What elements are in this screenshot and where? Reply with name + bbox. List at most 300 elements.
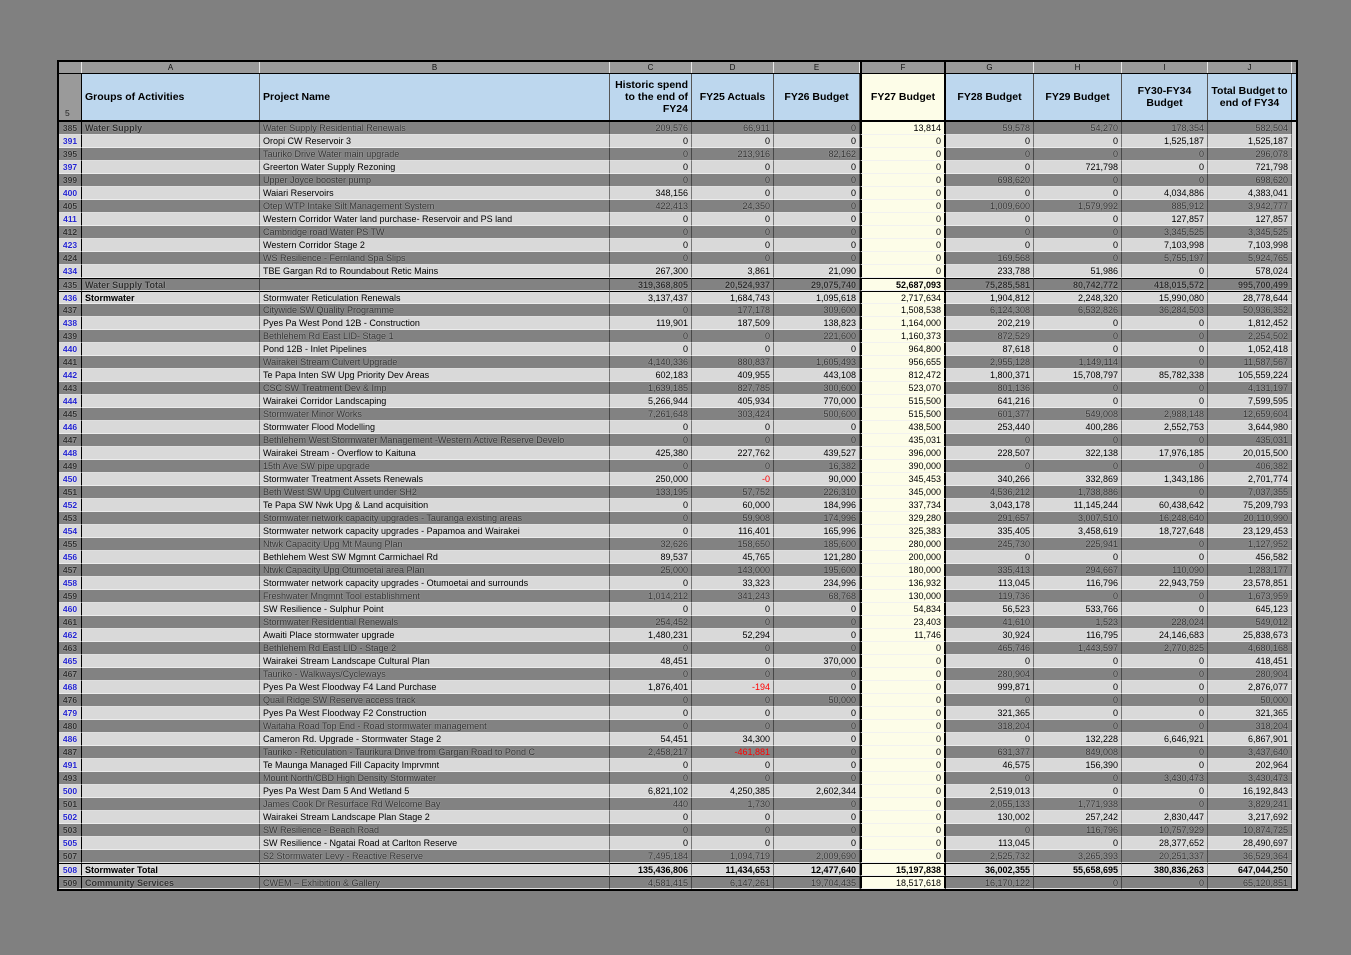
- value-cell[interactable]: 582,504: [1208, 122, 1292, 135]
- value-cell[interactable]: 2,876,077: [1208, 681, 1292, 694]
- value-cell[interactable]: 16,382: [774, 460, 860, 473]
- project-name-cell[interactable]: Stormwater network capacity upgrades - Otumoetai and surrounds: [260, 577, 610, 590]
- row-number[interactable]: 502: [59, 811, 82, 824]
- value-cell[interactable]: 59,908: [692, 512, 774, 525]
- value-cell[interactable]: 15,708,797: [1034, 369, 1122, 382]
- value-cell[interactable]: 0: [1122, 655, 1208, 668]
- value-cell[interactable]: 0: [774, 239, 860, 252]
- value-cell[interactable]: 0: [774, 681, 860, 694]
- value-cell[interactable]: 54,270: [1034, 122, 1122, 135]
- value-cell[interactable]: 2,770,825: [1122, 642, 1208, 655]
- value-cell[interactable]: 1,149,114: [1034, 356, 1122, 369]
- value-cell[interactable]: 0: [692, 759, 774, 772]
- value-cell[interactable]: 85,782,338: [1122, 369, 1208, 382]
- value-cell[interactable]: 337,734: [860, 499, 946, 512]
- value-cell[interactable]: 0: [774, 746, 860, 759]
- value-cell[interactable]: 0: [860, 668, 946, 681]
- project-name-cell[interactable]: Pond 12B - Inlet Pipelines: [260, 343, 610, 356]
- value-cell[interactable]: 0: [774, 135, 860, 148]
- group-cell[interactable]: [82, 733, 260, 746]
- value-cell[interactable]: 0: [610, 772, 692, 785]
- project-name-cell[interactable]: S2 Stormwater Levy - Reactive Reserve: [260, 850, 610, 863]
- value-cell[interactable]: 0: [1122, 668, 1208, 681]
- value-cell[interactable]: 2,988,148: [1122, 408, 1208, 421]
- row-number[interactable]: 462: [59, 629, 82, 642]
- value-cell[interactable]: 1,525,187: [1208, 135, 1292, 148]
- value-cell[interactable]: 177,178: [692, 304, 774, 317]
- value-cell[interactable]: 0: [946, 434, 1034, 447]
- value-cell[interactable]: 23,129,453: [1208, 525, 1292, 538]
- group-cell[interactable]: Water Supply Total: [82, 278, 260, 291]
- project-name-cell[interactable]: [260, 278, 610, 291]
- value-cell[interactable]: 45,765: [692, 551, 774, 564]
- value-cell[interactable]: 0: [774, 161, 860, 174]
- value-cell[interactable]: 225,941: [1034, 538, 1122, 551]
- value-cell[interactable]: 0: [860, 187, 946, 200]
- value-cell[interactable]: 0: [692, 239, 774, 252]
- value-cell[interactable]: 0: [1034, 317, 1122, 330]
- value-cell[interactable]: 116,796: [1034, 824, 1122, 837]
- group-cell[interactable]: [82, 629, 260, 642]
- value-cell[interactable]: 0: [692, 343, 774, 356]
- value-cell[interactable]: 50,936,352: [1208, 304, 1292, 317]
- value-cell[interactable]: 515,500: [860, 408, 946, 421]
- value-cell[interactable]: 6,124,308: [946, 304, 1034, 317]
- value-cell[interactable]: 23,403: [860, 616, 946, 629]
- value-cell[interactable]: 4,140,336: [610, 356, 692, 369]
- group-cell[interactable]: [82, 772, 260, 785]
- value-cell[interactable]: 812,472: [860, 369, 946, 382]
- project-name-cell[interactable]: SW Resilience - Ngatai Road at Carlton Reserve: [260, 837, 610, 850]
- value-cell[interactable]: 90,000: [774, 473, 860, 486]
- value-cell[interactable]: 2,519,013: [946, 785, 1034, 798]
- value-cell[interactable]: 0: [1034, 590, 1122, 603]
- group-cell[interactable]: [82, 603, 260, 616]
- group-cell[interactable]: Stormwater: [82, 291, 260, 304]
- value-cell[interactable]: 647,044,250: [1208, 863, 1292, 876]
- value-cell[interactable]: 1,095,618: [774, 291, 860, 304]
- value-cell[interactable]: 0: [860, 148, 946, 161]
- group-cell[interactable]: [82, 655, 260, 668]
- value-cell[interactable]: 0: [610, 512, 692, 525]
- value-cell[interactable]: 4,383,041: [1208, 187, 1292, 200]
- value-cell[interactable]: 1,164,000: [860, 317, 946, 330]
- value-cell[interactable]: 17,976,185: [1122, 447, 1208, 460]
- value-cell[interactable]: 0: [1034, 551, 1122, 564]
- value-cell[interactable]: 0: [774, 733, 860, 746]
- group-cell[interactable]: [82, 135, 260, 148]
- value-cell[interactable]: 0: [692, 603, 774, 616]
- value-cell[interactable]: 1,738,886: [1034, 486, 1122, 499]
- project-name-cell[interactable]: Ntwk Capacity Upg Otumoetai area Plan: [260, 564, 610, 577]
- row-number[interactable]: 505: [59, 837, 82, 850]
- group-cell[interactable]: [82, 447, 260, 460]
- value-cell[interactable]: 0: [860, 733, 946, 746]
- value-cell[interactable]: 0: [692, 226, 774, 239]
- value-cell[interactable]: 0: [860, 239, 946, 252]
- group-cell[interactable]: [82, 265, 260, 278]
- value-cell[interactable]: 0: [774, 174, 860, 187]
- value-cell[interactable]: 82,162: [774, 148, 860, 161]
- group-cell[interactable]: [82, 720, 260, 733]
- value-cell[interactable]: 0: [860, 252, 946, 265]
- value-cell[interactable]: 0: [610, 226, 692, 239]
- value-cell[interactable]: 0: [692, 135, 774, 148]
- value-cell[interactable]: 645,123: [1208, 603, 1292, 616]
- value-cell[interactable]: 601,377: [946, 408, 1034, 421]
- value-cell[interactable]: 50,000: [1208, 694, 1292, 707]
- value-cell[interactable]: 0: [860, 785, 946, 798]
- value-cell[interactable]: 18,727,648: [1122, 525, 1208, 538]
- value-cell[interactable]: 1,673,959: [1208, 590, 1292, 603]
- value-cell[interactable]: 0: [1122, 538, 1208, 551]
- value-cell[interactable]: 10,874,725: [1208, 824, 1292, 837]
- value-cell[interactable]: 0: [610, 148, 692, 161]
- value-cell[interactable]: 309,600: [774, 304, 860, 317]
- row-number[interactable]: 456: [59, 551, 82, 564]
- group-cell[interactable]: [82, 421, 260, 434]
- value-cell[interactable]: 3,217,692: [1208, 811, 1292, 824]
- value-cell[interactable]: 228,024: [1122, 616, 1208, 629]
- row-number[interactable]: 501: [59, 798, 82, 811]
- value-cell[interactable]: 0: [1122, 460, 1208, 473]
- value-cell[interactable]: 1,052,418: [1208, 343, 1292, 356]
- value-cell[interactable]: 0: [1122, 148, 1208, 161]
- project-name-cell[interactable]: Ntwk Capacity Upg Mt Maung Plan: [260, 538, 610, 551]
- value-cell[interactable]: 0: [1122, 434, 1208, 447]
- project-name-cell[interactable]: Tauriko - Reticulation - Taurikura Drive from Gargan Road to Pond C: [260, 746, 610, 759]
- value-cell[interactable]: 105,559,224: [1208, 369, 1292, 382]
- value-cell[interactable]: 60,438,642: [1122, 499, 1208, 512]
- value-cell[interactable]: 0: [692, 694, 774, 707]
- value-cell[interactable]: 1,525,187: [1122, 135, 1208, 148]
- value-cell[interactable]: 0: [610, 525, 692, 538]
- group-cell[interactable]: [82, 356, 260, 369]
- group-cell[interactable]: [82, 382, 260, 395]
- value-cell[interactable]: 321,365: [946, 707, 1034, 720]
- value-cell[interactable]: 0: [1034, 876, 1122, 889]
- column-letter-j[interactable]: J: [1208, 62, 1292, 73]
- value-cell[interactable]: 0: [1122, 694, 1208, 707]
- value-cell[interactable]: 267,300: [610, 265, 692, 278]
- row-number[interactable]: 463: [59, 642, 82, 655]
- value-cell[interactable]: 0: [946, 213, 1034, 226]
- value-cell[interactable]: 0: [692, 460, 774, 473]
- project-name-cell[interactable]: Stormwater network capacity upgrades - Papamoa and Wairakei: [260, 525, 610, 538]
- value-cell[interactable]: 425,380: [610, 447, 692, 460]
- value-cell[interactable]: 187,509: [692, 317, 774, 330]
- value-cell[interactable]: 549,012: [1208, 616, 1292, 629]
- value-cell[interactable]: 2,248,320: [1034, 291, 1122, 304]
- value-cell[interactable]: 0: [860, 200, 946, 213]
- value-cell[interactable]: 400,286: [1034, 421, 1122, 434]
- value-cell[interactable]: 318,204: [1208, 720, 1292, 733]
- value-cell[interactable]: 54,834: [860, 603, 946, 616]
- value-cell[interactable]: 3,137,437: [610, 291, 692, 304]
- row-number[interactable]: 437: [59, 304, 82, 317]
- value-cell[interactable]: 245,730: [946, 538, 1034, 551]
- group-cell[interactable]: Stormwater Total: [82, 863, 260, 876]
- value-cell[interactable]: 390,000: [860, 460, 946, 473]
- header-fy27-budget[interactable]: FY27 Budget: [860, 74, 946, 120]
- value-cell[interactable]: 319,368,805: [610, 278, 692, 291]
- value-cell[interactable]: 0: [610, 174, 692, 187]
- row-number[interactable]: 486: [59, 733, 82, 746]
- value-cell[interactable]: 0: [860, 746, 946, 759]
- value-cell[interactable]: 0: [1122, 746, 1208, 759]
- value-cell[interactable]: 443,108: [774, 369, 860, 382]
- value-cell[interactable]: 20,251,337: [1122, 850, 1208, 863]
- project-name-cell[interactable]: Western Corridor Stage 2: [260, 239, 610, 252]
- row-number[interactable]: 449: [59, 460, 82, 473]
- value-cell[interactable]: 80,742,772: [1034, 278, 1122, 291]
- value-cell[interactable]: 0: [860, 824, 946, 837]
- value-cell[interactable]: -194: [692, 681, 774, 694]
- value-cell[interactable]: 18,517,618: [860, 876, 946, 889]
- value-cell[interactable]: 348,156: [610, 187, 692, 200]
- value-cell[interactable]: 0: [692, 434, 774, 447]
- value-cell[interactable]: 234,996: [774, 577, 860, 590]
- value-cell[interactable]: 0: [692, 421, 774, 434]
- value-cell[interactable]: 0: [1122, 590, 1208, 603]
- value-cell[interactable]: 0: [610, 239, 692, 252]
- value-cell[interactable]: 296,078: [1208, 148, 1292, 161]
- value-cell[interactable]: 3,829,241: [1208, 798, 1292, 811]
- project-name-cell[interactable]: Stormwater Flood Modelling: [260, 421, 610, 434]
- group-cell[interactable]: [82, 785, 260, 798]
- value-cell[interactable]: 165,996: [774, 525, 860, 538]
- row-number[interactable]: 400: [59, 187, 82, 200]
- value-cell[interactable]: 1,684,743: [692, 291, 774, 304]
- value-cell[interactable]: 1,480,231: [610, 629, 692, 642]
- value-cell[interactable]: 1,009,600: [946, 200, 1034, 213]
- value-cell[interactable]: 721,798: [1208, 161, 1292, 174]
- value-cell[interactable]: 21,090: [774, 265, 860, 278]
- value-cell[interactable]: 0: [1122, 330, 1208, 343]
- row-number[interactable]: 487: [59, 746, 82, 759]
- value-cell[interactable]: 0: [610, 161, 692, 174]
- value-cell[interactable]: 3,942,777: [1208, 200, 1292, 213]
- value-cell[interactable]: 770,000: [774, 395, 860, 408]
- value-cell[interactable]: 52,294: [692, 629, 774, 642]
- value-cell[interactable]: 3,345,525: [1122, 226, 1208, 239]
- value-cell[interactable]: 1,639,185: [610, 382, 692, 395]
- value-cell[interactable]: 4,034,886: [1122, 187, 1208, 200]
- value-cell[interactable]: 11,434,653: [692, 863, 774, 876]
- value-cell[interactable]: 28,490,697: [1208, 837, 1292, 850]
- value-cell[interactable]: 16,192,843: [1208, 785, 1292, 798]
- value-cell[interactable]: 0: [610, 694, 692, 707]
- value-cell[interactable]: 0: [1122, 486, 1208, 499]
- value-cell[interactable]: 32,626: [610, 538, 692, 551]
- project-name-cell[interactable]: Water Supply Residential Renewals: [260, 122, 610, 135]
- value-cell[interactable]: 340,266: [946, 473, 1034, 486]
- value-cell[interactable]: 2,055,133: [946, 798, 1034, 811]
- value-cell[interactable]: 48,451: [610, 655, 692, 668]
- group-cell[interactable]: Community Services: [82, 876, 260, 889]
- value-cell[interactable]: 1,523: [1034, 616, 1122, 629]
- value-cell[interactable]: 345,453: [860, 473, 946, 486]
- value-cell[interactable]: 0: [610, 603, 692, 616]
- row-number[interactable]: 493: [59, 772, 82, 785]
- value-cell[interactable]: 89,537: [610, 551, 692, 564]
- group-cell[interactable]: [82, 239, 260, 252]
- value-cell[interactable]: -461,881: [692, 746, 774, 759]
- row-number[interactable]: 440: [59, 343, 82, 356]
- value-cell[interactable]: 335,413: [946, 564, 1034, 577]
- value-cell[interactable]: 68,768: [774, 590, 860, 603]
- value-cell[interactable]: 0: [774, 421, 860, 434]
- row-number[interactable]: 439: [59, 330, 82, 343]
- value-cell[interactable]: 0: [774, 213, 860, 226]
- value-cell[interactable]: 0: [1034, 460, 1122, 473]
- value-cell[interactable]: 36,002,355: [946, 863, 1034, 876]
- value-cell[interactable]: 438,500: [860, 421, 946, 434]
- value-cell[interactable]: 36,284,503: [1122, 304, 1208, 317]
- value-cell[interactable]: 1,127,952: [1208, 538, 1292, 551]
- value-cell[interactable]: 10,757,929: [1122, 824, 1208, 837]
- project-name-cell[interactable]: Awaiti Place stormwater upgrade: [260, 629, 610, 642]
- project-name-cell[interactable]: James Cook Dr Resurface Rd Welcome Bay: [260, 798, 610, 811]
- value-cell[interactable]: 0: [774, 772, 860, 785]
- value-cell[interactable]: 1,014,212: [610, 590, 692, 603]
- header-fy26-budget[interactable]: FY26 Budget: [774, 74, 860, 120]
- value-cell[interactable]: 3,458,619: [1034, 525, 1122, 538]
- value-cell[interactable]: 226,310: [774, 486, 860, 499]
- value-cell[interactable]: 0: [946, 460, 1034, 473]
- value-cell[interactable]: 0: [946, 239, 1034, 252]
- value-cell[interactable]: 0: [860, 720, 946, 733]
- value-cell[interactable]: 2,602,344: [774, 785, 860, 798]
- value-cell[interactable]: 209,576: [610, 122, 692, 135]
- project-name-cell[interactable]: Wairakei Stream - Overflow to Kaituna: [260, 447, 610, 460]
- value-cell[interactable]: 28,377,652: [1122, 837, 1208, 850]
- value-cell[interactable]: 418,451: [1208, 655, 1292, 668]
- value-cell[interactable]: 698,620: [1208, 174, 1292, 187]
- value-cell[interactable]: 0: [610, 707, 692, 720]
- row-number[interactable]: 399: [59, 174, 82, 187]
- project-name-cell[interactable]: Te Papa SW Nwk Upg & Land acquisition: [260, 499, 610, 512]
- project-name-cell[interactable]: Otep WTP Intake Silt Management System: [260, 200, 610, 213]
- value-cell[interactable]: 6,532,826: [1034, 304, 1122, 317]
- value-cell[interactable]: 195,600: [774, 564, 860, 577]
- value-cell[interactable]: 46,575: [946, 759, 1034, 772]
- value-cell[interactable]: 36,529,364: [1208, 850, 1292, 863]
- value-cell[interactable]: 641,216: [946, 395, 1034, 408]
- value-cell[interactable]: 2,701,774: [1208, 473, 1292, 486]
- group-cell[interactable]: [82, 512, 260, 525]
- value-cell[interactable]: 0: [1034, 434, 1122, 447]
- row-number[interactable]: 412: [59, 226, 82, 239]
- value-cell[interactable]: 0: [1122, 551, 1208, 564]
- project-name-cell[interactable]: Pyes Pa West Pond 12B - Construction: [260, 317, 610, 330]
- group-cell[interactable]: Water Supply: [82, 122, 260, 135]
- value-cell[interactable]: 51,986: [1034, 265, 1122, 278]
- value-cell[interactable]: 75,209,793: [1208, 499, 1292, 512]
- value-cell[interactable]: 3,007,510: [1034, 512, 1122, 525]
- project-name-cell[interactable]: Waiari Reservoirs: [260, 187, 610, 200]
- value-cell[interactable]: 4,581,415: [610, 876, 692, 889]
- value-cell[interactable]: 801,136: [946, 382, 1034, 395]
- select-all-corner[interactable]: [59, 62, 82, 73]
- value-cell[interactable]: 0: [1034, 707, 1122, 720]
- value-cell[interactable]: 202,964: [1208, 759, 1292, 772]
- value-cell[interactable]: 110,090: [1122, 564, 1208, 577]
- row-number[interactable]: 500: [59, 785, 82, 798]
- value-cell[interactable]: 0: [774, 629, 860, 642]
- value-cell[interactable]: 50,000: [774, 694, 860, 707]
- value-cell[interactable]: 0: [774, 837, 860, 850]
- value-cell[interactable]: 16,170,122: [946, 876, 1034, 889]
- value-cell[interactable]: 0: [860, 213, 946, 226]
- value-cell[interactable]: 0: [1034, 772, 1122, 785]
- value-cell[interactable]: 370,000: [774, 655, 860, 668]
- project-name-cell[interactable]: TBE Gargan Rd to Roundabout Retic Mains: [260, 265, 610, 278]
- project-name-cell[interactable]: Stormwater network capacity upgrades - Tauranga existing areas: [260, 512, 610, 525]
- value-cell[interactable]: 138,823: [774, 317, 860, 330]
- value-cell[interactable]: 698,620: [946, 174, 1034, 187]
- value-cell[interactable]: 0: [774, 226, 860, 239]
- header-row-number[interactable]: 5: [59, 74, 82, 120]
- project-name-cell[interactable]: Wairakei Stream Culvert Upgrade: [260, 356, 610, 369]
- value-cell[interactable]: 500,600: [774, 408, 860, 421]
- value-cell[interactable]: 7,495,184: [610, 850, 692, 863]
- header-fy25-actuals[interactable]: FY25 Actuals: [692, 74, 774, 120]
- row-number[interactable]: 480: [59, 720, 82, 733]
- project-name-cell[interactable]: CWEM – Exhibition & Gallery: [260, 876, 610, 889]
- value-cell[interactable]: 180,000: [860, 564, 946, 577]
- value-cell[interactable]: 885,912: [1122, 200, 1208, 213]
- row-number[interactable]: 424: [59, 252, 82, 265]
- value-cell[interactable]: 345,000: [860, 486, 946, 499]
- row-number[interactable]: 509: [59, 876, 82, 889]
- value-cell[interactable]: 1,605,493: [774, 356, 860, 369]
- group-cell[interactable]: [82, 408, 260, 421]
- group-cell[interactable]: [82, 746, 260, 759]
- value-cell[interactable]: 0: [692, 187, 774, 200]
- value-cell[interactable]: 0: [692, 772, 774, 785]
- value-cell[interactable]: 0: [946, 187, 1034, 200]
- value-cell[interactable]: 253,440: [946, 421, 1034, 434]
- row-number[interactable]: 436: [59, 291, 82, 304]
- value-cell[interactable]: 0: [774, 343, 860, 356]
- value-cell[interactable]: 322,138: [1034, 447, 1122, 460]
- value-cell[interactable]: 0: [1122, 382, 1208, 395]
- value-cell[interactable]: 0: [774, 200, 860, 213]
- row-number[interactable]: 455: [59, 538, 82, 551]
- group-cell[interactable]: [82, 161, 260, 174]
- value-cell[interactable]: 435,031: [1208, 434, 1292, 447]
- value-cell[interactable]: 549,008: [1034, 408, 1122, 421]
- value-cell[interactable]: 227,762: [692, 447, 774, 460]
- value-cell[interactable]: 0: [610, 330, 692, 343]
- value-cell[interactable]: 406,382: [1208, 460, 1292, 473]
- value-cell[interactable]: 25,838,673: [1208, 629, 1292, 642]
- value-cell[interactable]: 0: [1122, 395, 1208, 408]
- row-number[interactable]: 476: [59, 694, 82, 707]
- value-cell[interactable]: 0: [860, 135, 946, 148]
- value-cell[interactable]: 0: [1034, 382, 1122, 395]
- group-cell[interactable]: [82, 564, 260, 577]
- value-cell[interactable]: 325,383: [860, 525, 946, 538]
- value-cell[interactable]: 439,527: [774, 447, 860, 460]
- project-name-cell[interactable]: Freshwater Mngmnt Tool establishment: [260, 590, 610, 603]
- value-cell[interactable]: 119,901: [610, 317, 692, 330]
- project-name-cell[interactable]: Western Corridor Water land purchase- Reservoir and PS land: [260, 213, 610, 226]
- value-cell[interactable]: 1,800,371: [946, 369, 1034, 382]
- value-cell[interactable]: 0: [1034, 226, 1122, 239]
- row-number[interactable]: 395: [59, 148, 82, 161]
